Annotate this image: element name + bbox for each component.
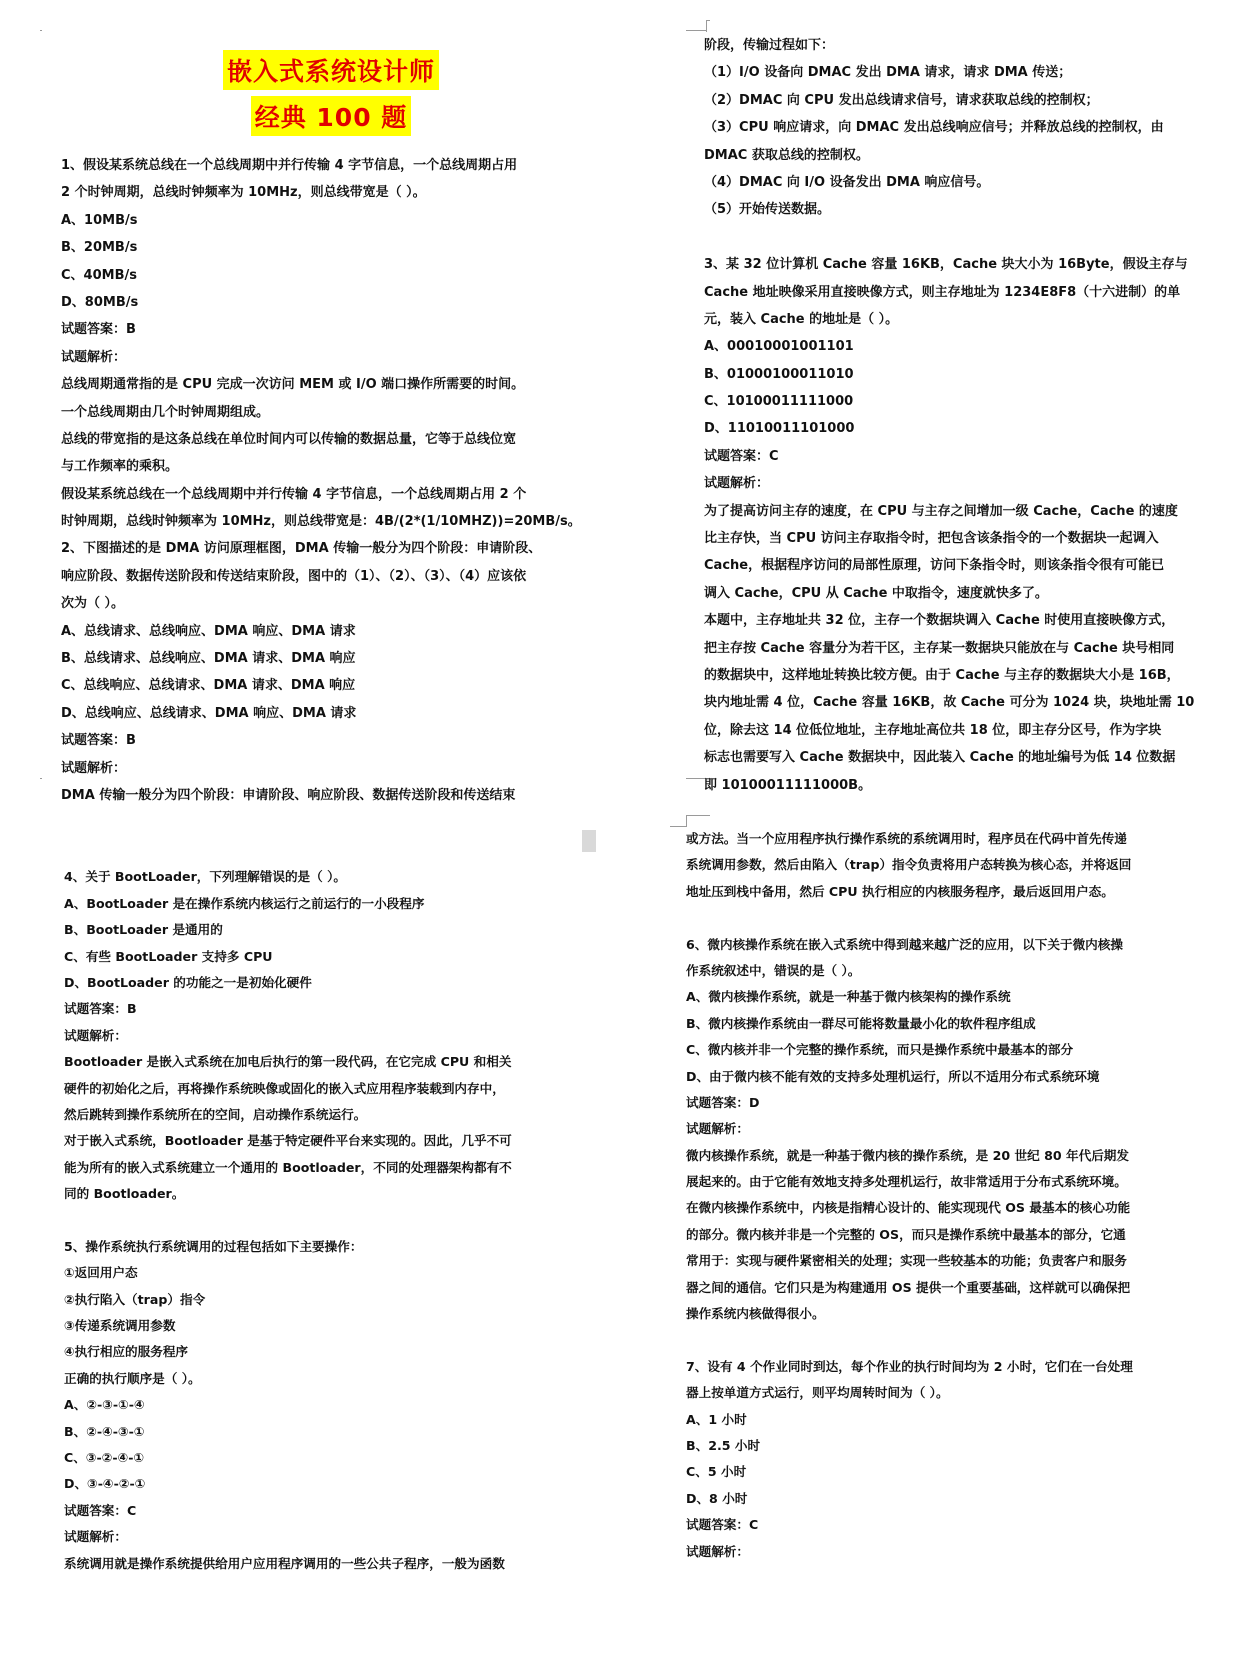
text-line: 正确的执行顺序是（ ）。 <box>64 1370 201 1386</box>
text-line: 假设某系统总线在一个总线周期中并行传输 4 字节信息，一个总线周期占用 2 个 <box>61 486 527 502</box>
text-line: 阶段，传输过程如下： <box>704 38 835 53</box>
text-line <box>704 224 1228 251</box>
text-line: B、2.5 小时 <box>686 1437 761 1453</box>
text-line: （3）CPU 响应请求，向 DMAC 发出总线响应信号；并释放总线的控制权，由 <box>704 120 1164 136</box>
text-line <box>64 838 601 864</box>
text-line: （1）I/O 设备向 DMAC 发出 DMA 请求，请求 DMA 传送； <box>704 65 1072 81</box>
text-line: 5、操作系统执行系统调用的过程包括如下主要操作： <box>64 1238 363 1254</box>
document-page-4 <box>686 831 1242 1647</box>
text-line: 系统调用就是操作系统提供给用户应用程序调用的一些公共子程序，一般为函数 <box>64 1555 505 1571</box>
text-line: B、总线请求、总线响应、DMA 请求、DMA 响应 <box>61 651 356 667</box>
text-line: 常用于：实现与硬件紧密相关的处理；实现一些较基本的功能；负责客户和服务 <box>686 1253 1127 1269</box>
text-line: DMA 传输一般分为四个阶段：申请阶段、响应阶段、数据传送阶段和传送结束 <box>61 787 516 803</box>
text-line: 次为（ ）。 <box>61 596 125 612</box>
text-line: B、01000100011010 <box>704 366 854 382</box>
text-line: 响应阶段、数据传送阶段和传送结束阶段，图中的（1）、（2）、（3）、（4）应该依 <box>61 568 527 584</box>
text-line: 同的 Bootloader。 <box>64 1186 185 1202</box>
text-line: 7、设有 4 个作业同时到达，每个作业的执行时间均为 2 小时，它们在一台处理 <box>686 1358 1133 1374</box>
text-line: 作系统叙述中，错误的是（ ）。 <box>686 962 861 978</box>
text-line: 或方法。当一个应用程序执行操作系统的系统调用时，程序员在代码中首先传递 <box>686 831 1127 846</box>
text-line: C、有些 BootLoader 支持多 CPU <box>64 948 273 964</box>
text-line: 的部分。微内核并非是一个完整的 OS，而只是操作系统中最基本的部分，它通 <box>686 1226 1126 1242</box>
text-line: 总线的带宽指的是这条总线在单位时间内可以传输的数据总量，它等于总线位宽 <box>61 431 517 447</box>
text-line: A、1 小时 <box>686 1411 747 1427</box>
text-line: C、10100011111000 <box>704 394 854 410</box>
text-line: C、③-②-④-① <box>64 1449 145 1465</box>
text-line: 4、关于 BootLoader，下列理解错误的是（ ）。 <box>64 869 347 885</box>
text-line: 试题解析： <box>686 1121 749 1137</box>
text-line: B、BootLoader 是通用的 <box>64 922 223 938</box>
text-line: 与工作频率的乘积。 <box>61 459 179 475</box>
text-line: （4）DMAC 向 I/O 设备发出 DMA 响应信号。 <box>704 174 990 190</box>
text-line: 系统调用参数，然后由陷入（trap）指令负责将用户态转换为核心态，并将返回 <box>686 857 1132 873</box>
page-1-text <box>61 152 601 809</box>
text-line: 地址压到栈中备用，然后 CPU 执行相应的内核服务程序，最后返回用户态。 <box>686 883 1114 899</box>
text-line: 时钟周期，总线时钟频率为 10MHz，则总线带宽是：4B/(2*(1/10MHZ))=20MB/s。 <box>61 514 581 530</box>
text-line: 比主存快，当 CPU 访问主存取指令时，把包含该条指令的一个数据块一起调入 <box>704 531 1159 547</box>
text-line: A、10MB/s <box>61 212 138 228</box>
page-3-text <box>64 838 601 1577</box>
crop-mark <box>706 20 707 32</box>
text-line: D、由于微内核不能有效的支持多处理机运行，所以不适用分布式系统环境 <box>686 1068 1100 1084</box>
crop-mark <box>686 30 706 31</box>
text-line: C、微内核并非一个完整的操作系统，而只是操作系统中最基本的部分 <box>686 1042 1074 1058</box>
text-line: 试题解析： <box>64 1529 127 1545</box>
text-line: 试题答案：C <box>64 1502 137 1518</box>
text-line: （2）DMAC 向 CPU 发出总线请求信号，请求获取总线的控制权； <box>704 92 1099 108</box>
text-line: D、80MB/s <box>61 294 139 310</box>
text-line: 操作系统内核做得很小。 <box>686 1306 825 1322</box>
text-line: D、③-④-②-① <box>64 1476 146 1492</box>
subtitle-block <box>61 96 601 136</box>
text-line <box>64 1207 601 1233</box>
text-line: 一个总线周期由几个时钟周期组成。 <box>61 404 270 420</box>
text-line: 1、假设某系统总线在一个总线周期中并行传输 4 字节信息，一个总线周期占用 <box>61 158 518 173</box>
text-line: 对于嵌入式系统，Bootloader 是基于特定硬件平台来实现的。因此，几乎不可 <box>64 1133 512 1149</box>
text-line: 位，除去这 14 位低位地址，主存地址高位共 18 位，即主存分区号，作为字块 <box>704 722 1162 738</box>
text-line: B、微内核操作系统由一群尽可能将数量最小化的软件程序组成 <box>686 1015 1036 1031</box>
text-line: A、微内核操作系统，就是一种基于微内核架构的操作系统 <box>686 989 1011 1005</box>
text-line: 器之间的通信。它们只是为构建通用 OS 提供一个重要基础，这样就可以确保把 <box>686 1279 1131 1295</box>
text-line <box>686 905 1222 931</box>
text-line: 能为所有的嵌入式系统建立一个通用的 Bootloader，不同的处理器架构都有不 <box>64 1159 512 1175</box>
text-line: D、BootLoader 的功能之一是初始化硬件 <box>64 974 312 990</box>
text-line: 块内地址需 4 位，Cache 容量 16KB，故 Cache 可分为 1024 块，块地址需 10 <box>704 695 1195 711</box>
text-line: D、11010011101000 <box>704 421 855 437</box>
text-line: 把主存按 Cache 容量分为若干区，主存某一数据块只能放在与 Cache 块号相同 <box>704 640 1175 656</box>
text-line: A、BootLoader 是在操作系统内核运行之前运行的一小段程序 <box>64 895 425 911</box>
text-line: ②执行陷入（trap）指令 <box>64 1291 206 1307</box>
text-line: ④执行相应的服务程序 <box>64 1344 189 1360</box>
text-line: C、总线响应、总线请求、DMA 请求、DMA 响应 <box>61 678 356 694</box>
text-line: 试题解析： <box>61 349 127 365</box>
text-line: 的数据块中，这样地址转换比较方便。由于 Cache 与主存的数据块大小是 16B， <box>704 667 1180 683</box>
text-line: 即 10100011111000B。 <box>704 777 872 793</box>
text-line: 试题答案：C <box>704 448 779 464</box>
text-line: （5）开始传送数据。 <box>704 202 831 218</box>
text-line: C、40MB/s <box>61 267 137 283</box>
text-line: 试题答案：B <box>61 322 136 338</box>
text-line: 试题答案：B <box>61 733 136 749</box>
text-line: 器上按单道方式运行，则平均周转时间为（ ）。 <box>686 1385 949 1401</box>
text-line: Cache，根据程序访问的局部性原理，访问下条指令时，则该条指令很有可能已 <box>704 558 1165 574</box>
text-line: 微内核操作系统，就是一种基于微内核的操作系统，是 20 世纪 80 年代后期发 <box>686 1147 1129 1163</box>
text-line: B、20MB/s <box>61 240 138 256</box>
text-line: 试题解析： <box>61 760 127 776</box>
text-line: D、8 小时 <box>686 1490 748 1506</box>
document-title: 嵌入式系统设计师 <box>223 50 439 90</box>
crop-mark <box>686 778 706 779</box>
text-line: 标志也需要写入 Cache 数据块中，因此装入 Cache 的地址编号为低 14 位数据 <box>704 750 1176 766</box>
text-line: 试题解析： <box>704 476 770 492</box>
text-line: ①返回用户态 <box>64 1265 138 1281</box>
text-line: 在微内核操作系统中，内核是指精心设计的、能实现现代 OS 最基本的核心功能 <box>686 1200 1131 1216</box>
text-line: 总线周期通常指的是 CPU 完成一次访问 MEM 或 I/O 端口操作所需要的时间。 <box>61 377 525 393</box>
text-line: C、5 小时 <box>686 1464 747 1480</box>
crop-mark <box>670 826 686 827</box>
text-line: 3、某 32 位计算机 Cache 容量 16KB，Cache 块大小为 16Byte，假设主存与 <box>704 257 1188 273</box>
text-line: ③传递系统调用参数 <box>64 1318 176 1334</box>
text-line: 试题答案：C <box>686 1517 759 1533</box>
document-subtitle: 经典 100 题 <box>251 96 412 136</box>
text-line: 元，装入 Cache 的地址是（ ）。 <box>704 311 899 327</box>
text-line: 试题解析： <box>64 1027 127 1043</box>
text-line <box>686 1327 1222 1353</box>
text-line: Bootloader 是嵌入式系统在加电后执行的第一段代码，在它完成 CPU 和相关 <box>64 1054 512 1070</box>
text-line: 本题中，主存地址共 32 位，主存一个数据块调入 Cache 时使用直接映像方式， <box>704 613 1175 629</box>
text-line: B、②-④-③-① <box>64 1423 145 1439</box>
text-line: 2、下图描述的是 DMA 访问原理框图，DMA 传输一般分为四个阶段：申请阶段、 <box>61 541 542 557</box>
text-line: 试题解析： <box>686 1543 749 1559</box>
title-block <box>61 50 601 90</box>
document-page-1 <box>42 18 617 830</box>
text-line: 2 个时钟周期，总线时钟频率为 10MHz，则总线带宽是（ ）。 <box>61 185 426 201</box>
text-line: 展起来的。由于它能有效地支持多处理机运行，故非常适用于分布式系统环境。 <box>686 1174 1127 1190</box>
text-line: 试题答案：D <box>686 1094 760 1110</box>
page-2-text <box>704 32 1228 799</box>
text-line: 6、微内核操作系统在嵌入式系统中得到越来越广泛的应用，以下关于微内核操 <box>686 936 1123 952</box>
page-4-text <box>686 826 1222 1565</box>
text-line: 调入 Cache，CPU 从 Cache 中取指令，速度就快多了。 <box>704 585 1048 601</box>
text-line: 为了提高访问主存的速度，在 CPU 与主存之间增加一级 Cache，Cache 的速度 <box>704 503 1178 519</box>
text-line: D、总线响应、总线请求、DMA 响应、DMA 请求 <box>61 705 357 721</box>
text-line: A、②-③-①-④ <box>64 1397 145 1413</box>
text-line: A、00010001001101 <box>704 339 854 355</box>
text-line: Cache 地址映像采用直接映像方式，则主存地址为 1234E8F8（十六进制）的单 <box>704 284 1181 300</box>
text-line: DMAC 获取总线的控制权。 <box>704 147 869 163</box>
document-page-3 <box>42 852 617 1647</box>
document-page-2 <box>704 18 1242 830</box>
text-line: 试题答案：B <box>64 1001 137 1017</box>
text-line: 然后跳转到操作系统所在的空间，启动操作系统运行。 <box>64 1106 367 1122</box>
text-line: 硬件的初始化之后，再将操作系统映像或固化的嵌入式应用程序装载到内存中， <box>64 1080 505 1096</box>
text-line: A、总线请求、总线响应、DMA 响应、DMA 请求 <box>61 623 356 639</box>
